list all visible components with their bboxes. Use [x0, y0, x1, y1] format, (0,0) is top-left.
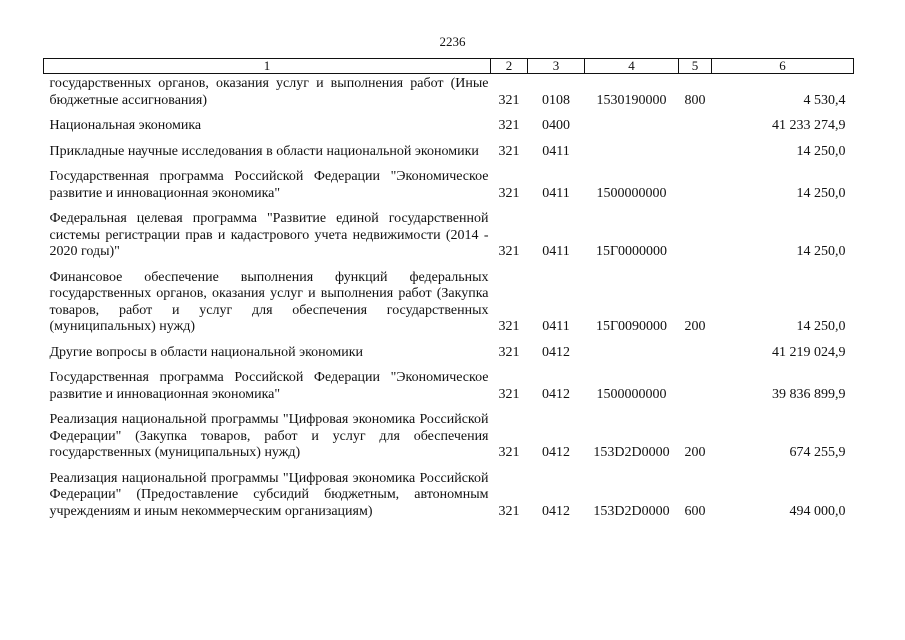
row-amount: 14 250,0	[796, 244, 846, 259]
row-ministry: 321	[498, 445, 520, 460]
table-row	[44, 336, 854, 362]
column-header-section: 3	[528, 59, 585, 74]
page-number: 2236	[439, 34, 466, 49]
row-ministry: 321	[498, 319, 520, 334]
row-section: 0108	[542, 92, 570, 108]
row-ministry: 321	[498, 118, 520, 133]
table-row	[44, 135, 854, 161]
row-ministry: 321	[498, 503, 520, 519]
row-type	[679, 160, 712, 202]
row-type: 200	[684, 319, 706, 334]
table-row	[44, 403, 854, 462]
row-amount: 14 250,0	[796, 319, 846, 334]
row-ministry: 321	[498, 143, 520, 159]
row-type	[679, 361, 712, 403]
row-name: Государственная программа Российской Федерации "Экономическое развитие и инновационная экономика"	[49, 370, 489, 402]
table-row	[44, 202, 854, 261]
row-amount: 39 836 899,9	[772, 386, 846, 402]
row-article: 1500000000	[596, 386, 667, 402]
column-header-amount: 6	[712, 59, 854, 74]
budget-table	[43, 58, 854, 520]
row-amount: 14 250,0	[796, 185, 846, 201]
row-name: Другие вопросы в области национальной экономики	[49, 344, 364, 360]
row-section: 0411	[542, 143, 570, 159]
table-row	[44, 109, 854, 135]
row-name: Национальная экономика	[49, 118, 202, 133]
row-section: 0412	[542, 386, 570, 402]
row-ministry: 321	[498, 244, 520, 259]
row-type	[679, 135, 712, 161]
row-article: 153D2D0000	[593, 445, 670, 460]
row-name: Прикладные научные исследования в области национальной экономики	[49, 143, 479, 159]
row-article	[585, 135, 679, 161]
row-type: 800	[684, 92, 706, 108]
row-amount: 14 250,0	[796, 143, 846, 159]
row-type: 200	[684, 445, 706, 460]
row-ministry: 321	[498, 344, 520, 360]
row-name: Государственная программа Российской Федерации "Экономическое развитие и инновационная экономика"	[49, 169, 489, 201]
row-amount: 4 530,4	[803, 92, 846, 108]
column-header-ministry: 2	[491, 59, 528, 74]
row-type	[679, 336, 712, 362]
row-article	[585, 336, 679, 362]
row-ministry: 321	[498, 386, 520, 402]
row-type	[679, 202, 712, 261]
row-section: 0412	[542, 344, 570, 360]
column-header-type: 5	[679, 59, 712, 74]
row-ministry: 321	[498, 185, 520, 201]
row-amount: 41 219 024,9	[772, 344, 846, 360]
row-type: 600	[684, 503, 706, 519]
row-section: 0400	[542, 118, 570, 133]
row-section: 0411	[542, 319, 570, 334]
row-article: 153D2D0000	[593, 503, 670, 519]
row-section: 0412	[542, 445, 570, 460]
table-row	[44, 160, 854, 202]
row-article: 1500000000	[596, 185, 667, 201]
row-type	[679, 109, 712, 135]
table-row	[44, 74, 854, 110]
row-name: Федеральная целевая программа "Развитие единой государственной системы регистрации прав и кадастрового учета недвижимости (2014 - 2020 годы)"	[49, 211, 489, 259]
column-header-name: 1	[44, 59, 491, 74]
row-name: Реализация национальной программы "Цифровая экономика Российской Федерации" (Закупка товаров, работ и услуг для обеспечения государственных (муниципальных) нужд)	[49, 412, 489, 460]
column-header-article: 4	[585, 59, 679, 74]
table-row	[44, 462, 854, 521]
row-section: 0411	[542, 244, 570, 259]
row-ministry: 321	[498, 92, 520, 108]
row-name: Реализация национальной программы "Цифровая экономика Российской Федерации" (Предоставление субсидий бюджетным, автономным учреждениям и иным некоммерческим организациям)	[49, 470, 489, 519]
row-name: Финансовое обеспечение выполнения функций федеральных государственных органов, оказания услуг и выполнения работ (Закупка товаров, работ и услуг для обеспечения государственных (муниципальных) нужд)	[49, 269, 489, 334]
row-article: 1530190000	[596, 92, 667, 108]
row-article: 15Г0000000	[595, 244, 668, 259]
row-section: 0411	[542, 185, 570, 201]
table-row	[44, 361, 854, 403]
row-article: 15Г0090000	[595, 319, 668, 334]
table-row	[44, 261, 854, 336]
row-section: 0412	[542, 503, 570, 519]
row-article	[585, 109, 679, 135]
row-amount: 494 000,0	[789, 503, 846, 519]
row-name: государственных органов, оказания услуг и выполнения работ (Иные бюджетные ассигнования)	[49, 76, 489, 108]
column-number-row	[44, 59, 854, 74]
row-amount: 674 255,9	[789, 445, 846, 460]
row-amount: 41 233 274,9	[772, 118, 846, 133]
